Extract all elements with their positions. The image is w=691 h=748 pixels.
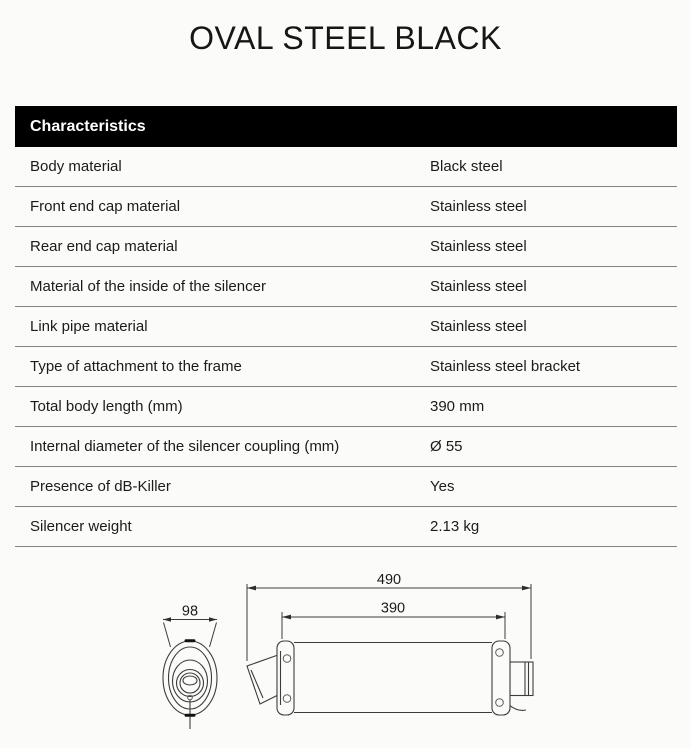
row-label: Body material — [30, 158, 122, 175]
dim-label-overall-length: 490 — [376, 572, 402, 588]
dim-label-body-length: 390 — [380, 600, 406, 617]
row-label: Material of the inside of the silencer — [30, 278, 266, 295]
row-value: Stainless steel bracket — [430, 358, 581, 375]
silencer-front-view — [163, 641, 217, 729]
table-row — [15, 387, 677, 427]
technical-drawing — [0, 548, 691, 748]
row-label: Total body length (mm) — [30, 398, 183, 415]
table-row — [15, 187, 677, 227]
row-value: Stainless steel — [430, 198, 527, 215]
table-row — [15, 507, 677, 547]
table-row — [15, 307, 677, 347]
table-row — [15, 227, 677, 267]
row-label: Internal diameter of the silencer coupling (mm) — [30, 438, 340, 455]
table-header: Characteristics — [15, 106, 677, 147]
table-row — [15, 427, 677, 467]
page-title: OVAL STEEL BLACK — [189, 20, 502, 56]
row-value: Ø 55 — [430, 438, 463, 455]
row-label: Link pipe material — [30, 318, 148, 335]
table-row — [15, 467, 677, 507]
dim-label-front-width: 98 — [181, 603, 199, 620]
silencer-side-view — [247, 641, 533, 715]
row-label: Presence of dB-Killer — [30, 478, 171, 495]
row-label: Type of attachment to the frame — [30, 358, 242, 375]
row-value: 390 mm — [430, 398, 485, 415]
table-row — [15, 267, 677, 307]
table-row — [15, 147, 677, 187]
row-label: Silencer weight — [30, 518, 132, 535]
dimension-body-length — [282, 601, 505, 640]
row-value: Stainless steel — [430, 318, 527, 335]
row-value: Stainless steel — [430, 278, 527, 295]
row-value: Black steel — [430, 158, 503, 175]
characteristics-table — [15, 106, 677, 547]
row-value: 2.13 kg — [430, 518, 480, 535]
row-label: Front end cap material — [30, 198, 181, 215]
table-row — [15, 347, 677, 387]
row-value: Yes — [430, 478, 455, 495]
row-value: Stainless steel — [430, 238, 527, 255]
row-label: Rear end cap material — [30, 238, 178, 255]
